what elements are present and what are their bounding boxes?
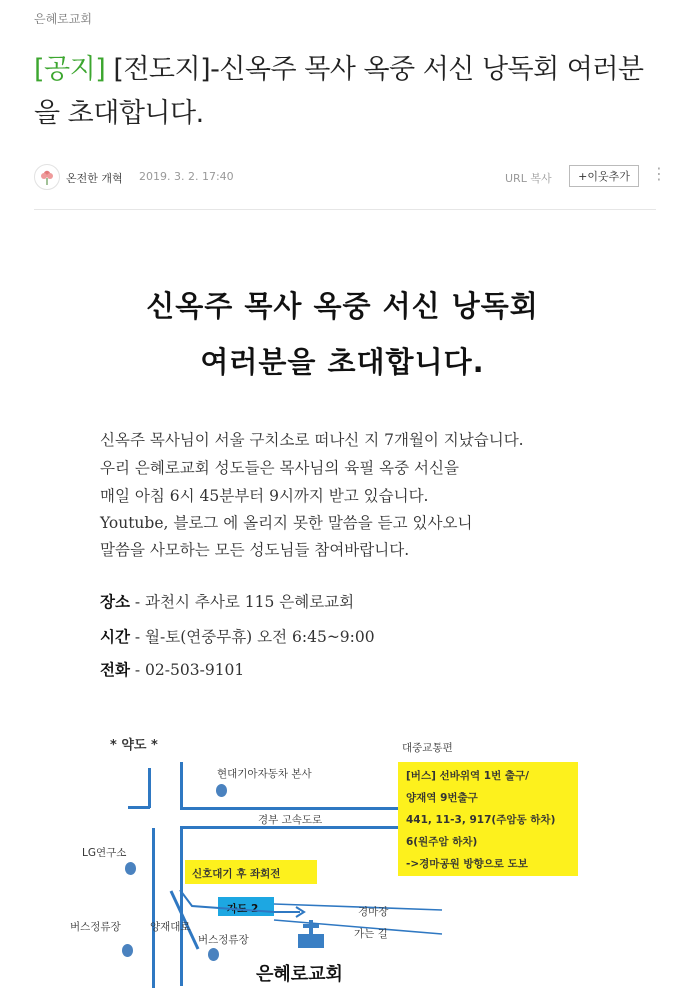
map-label-busstop: 버스정류장	[70, 921, 121, 933]
poster-body-line: 우리 은혜로교회 성도들은 목사님의 육필 옥중 서신을	[100, 459, 459, 477]
divider	[34, 209, 656, 210]
post-date: 2019. 3. 2. 17:40	[139, 170, 234, 183]
poster-body-line: 말씀을 사모하는 모든 성도님들 참여바랍니다.	[100, 541, 410, 559]
location-marker	[122, 944, 133, 957]
add-neighbor-button[interactable]: +이웃추가	[569, 165, 639, 187]
info-value: - 과천시 추사로 115 은혜로교회	[129, 593, 355, 611]
church-icon	[294, 920, 328, 954]
map-label-road2: 자도 2	[227, 903, 259, 915]
transit-line: [버스] 선바위역 1번 출구/	[406, 770, 529, 782]
map-label-lg: LG연구소	[82, 847, 127, 859]
post-title-text: [전도지]-신옥주 목사 옥중 서신 낭독회 여러분을 초대합니다.	[34, 54, 644, 129]
poster-title-line1: 신옥주 목사 옥중 서신 낭독회	[146, 289, 539, 323]
info-value: - 월-토(연중무휴) 오전 6:45~9:00	[129, 628, 375, 646]
map-label-way: 가는 길	[354, 928, 388, 940]
map-road	[128, 806, 150, 809]
map-label-hyundai: 현대기아자동차 본사	[217, 768, 312, 780]
map-label-yangjae: 양재대로	[150, 921, 191, 933]
info-label: 전화	[100, 660, 130, 679]
location-marker	[125, 862, 136, 875]
notice-tag: [공지]	[34, 54, 106, 85]
post-meta	[34, 162, 667, 192]
poster-title-line2: 여러분을 초대합니다.	[200, 345, 485, 379]
transit-line: 441, 11-3, 917(주암동 하차)	[406, 814, 556, 826]
transit-line: 양재역 9번출구	[406, 792, 478, 804]
map-label-church: 은혜로교회	[256, 964, 343, 985]
avatar[interactable]	[34, 164, 60, 190]
post-title	[34, 48, 664, 136]
poster-body-line: 신옥주 목사님이 서울 구치소로 떠나신 지 7개월이 지났습니다.	[100, 431, 524, 449]
directions-map	[70, 726, 610, 996]
map-label-signal: 신호대기 후 좌회전	[192, 868, 281, 880]
transit-line: 6(원주암 하차)	[406, 836, 478, 848]
map-label-racecourse: 경마장	[358, 906, 389, 918]
url-copy-button[interactable]: URL 복사	[505, 172, 552, 185]
poster-body-line: Youtube, 블로그 에 올리지 못한 말씀을 듣고 있사오니	[100, 514, 473, 532]
info-value: - 02-503-9101	[129, 661, 245, 679]
info-location	[100, 590, 354, 612]
info-label: 시간	[100, 627, 130, 646]
map-label-busstop: 버스정류장	[198, 934, 249, 946]
more-options-icon[interactable]: ⋮	[651, 164, 667, 183]
map-heading: * 약도 *	[110, 738, 158, 753]
location-marker	[216, 784, 227, 797]
transit-line: ->경마공원 방향으로 도보	[406, 858, 528, 870]
transit-title: 대중교통편	[402, 742, 453, 754]
author-name[interactable]: 온전한 개혁	[66, 172, 123, 185]
info-time	[100, 625, 375, 647]
info-phone	[100, 658, 244, 680]
map-label-expressway: 경부 고속도로	[258, 814, 323, 826]
blog-category[interactable]: 은혜로교회	[34, 12, 92, 26]
flower-icon	[35, 165, 59, 189]
map-road	[180, 762, 183, 810]
poster-body-line: 매일 아침 6시 45분부터 9시까지 받고 있습니다.	[100, 487, 429, 505]
map-road	[152, 828, 155, 988]
map-road	[148, 768, 151, 808]
info-label: 장소	[100, 592, 130, 611]
